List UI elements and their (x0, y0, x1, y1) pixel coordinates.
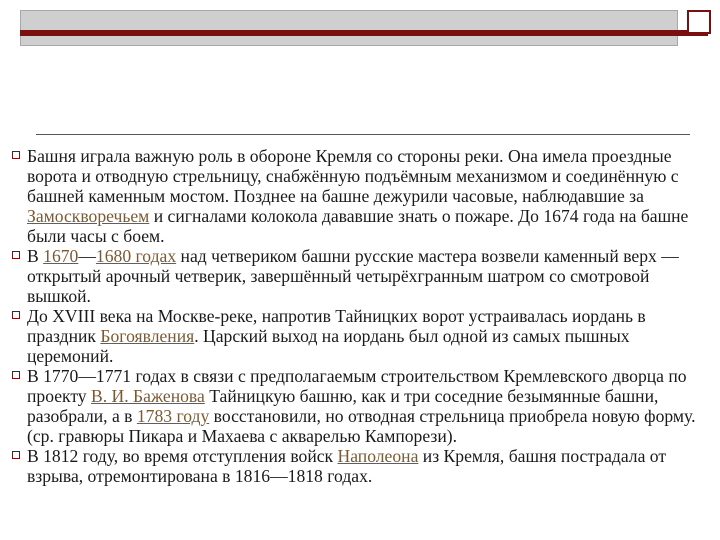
square-bullet-icon (12, 371, 20, 379)
paragraph (10, 306, 706, 366)
header-accent-stripe (20, 30, 708, 36)
paragraph-text: над четвериком башни русские мастера возвели каменный верх — открытый арочный четверик, завершённый четырёхгранным шатром со смотровой вышкой. (27, 246, 679, 306)
square-bullet-icon (12, 151, 20, 159)
slide-body (10, 146, 706, 486)
hyperlink[interactable]: 1680 годах (95, 246, 177, 266)
paragraph-text: В 1770—1771 годах в связи с предполагаемым строительством Кремлевского дворца по проекту (27, 366, 687, 406)
paragraph (10, 246, 706, 306)
square-outline-icon (687, 10, 711, 34)
square-bullet-icon (12, 451, 20, 459)
paragraph-text: Тайницкую башню, как и три соседние безымянные башни, разобрали, а в (27, 386, 659, 426)
hyperlink[interactable]: В. И. Баженова (91, 386, 205, 406)
paragraph-text: До XVIII века на Москве-реке, напротив Тайницких ворот устраивалась иордань в праздник (27, 306, 646, 346)
paragraph (10, 366, 706, 446)
hyperlink[interactable]: Наполеона (337, 446, 419, 466)
paragraph (10, 446, 706, 486)
paragraph-text: и сигналами колокола дававшие знать о пожаре. До 1674 года на башне были часы с боем. (27, 206, 689, 246)
square-bullet-icon (12, 251, 20, 259)
paragraph-text: В 1812 году, во время отступления войск (27, 446, 338, 466)
paragraph-text: . Царский выход на иордань был одной из самых пышных церемоний. (27, 326, 630, 366)
hyperlink[interactable]: 1783 году (136, 406, 210, 426)
paragraph-text: из Кремля, башня пострадала от взрыва, отремонтирована в 1816—1818 годах. (27, 446, 667, 486)
title-divider (36, 134, 690, 135)
paragraph-text: восстановили, но отводная стрельница приобрела новую форму. (ср. гравюры Пикара и Махаева с акварелью Кампорези). (27, 406, 696, 446)
paragraph-text: Башня играла важную роль в обороне Кремля со стороны реки. Она имела проездные ворота и отводную стрельницу, снабжённую подъёмным механизмом и соединённую с башней каменным мостом. Позднее на башне дежурили часовые, наблюдавшие за (27, 146, 679, 206)
paragraph (10, 146, 706, 246)
hyperlink[interactable]: 1670 (43, 246, 79, 266)
hyperlink[interactable]: Богоявления (100, 326, 195, 346)
paragraph-text: В (27, 246, 44, 266)
paragraph-text: — (78, 246, 96, 266)
hyperlink[interactable]: Замоскворечьем (27, 206, 150, 226)
header-bar (20, 10, 678, 46)
square-bullet-icon (12, 311, 20, 319)
